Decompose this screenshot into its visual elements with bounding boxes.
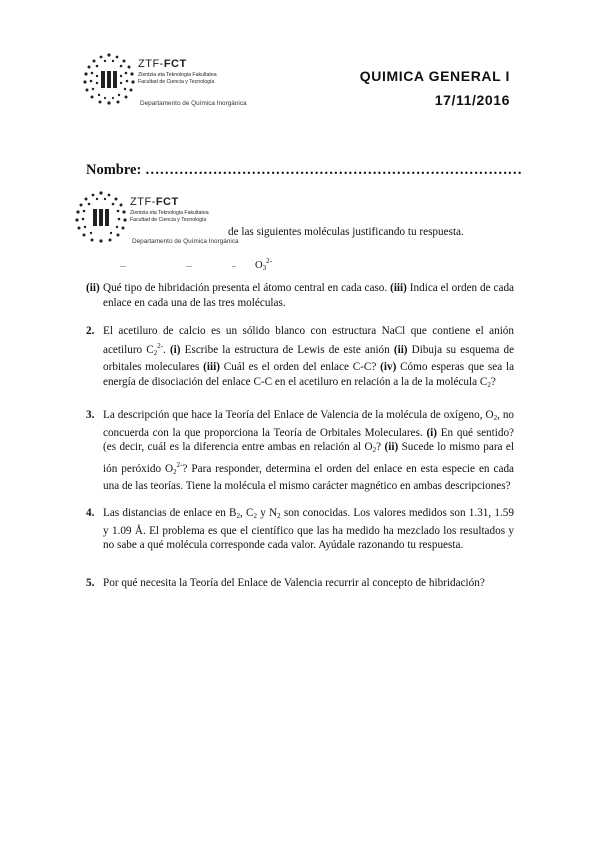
logo-line-1: Zientzia eta Teknologia Fakultatea	[138, 72, 217, 78]
department-label-overlay: Departamento de Química Inorgánica	[132, 238, 239, 245]
question-2: 2. El acetiluro de calcio es un sólido blanco con estructura NaCl que contiene el anión acetiluro $C_2^{2-}$. (i) Escribe la estructura de Lewis de este anión (ii) Dibuja su esquema de orbitales moleculares (iii) Cuál es el orden del enlace C-C? (iv) Cómo esperas que sea la energía de disociación del enlace C-C en el acetiluro en relación a la de la molécula $C_2$?	[86, 325, 515, 389]
logo-line-2-overlay: Facultad de Ciencia y Tecnología	[130, 216, 207, 223]
question-1-molecule: $O_3^{2-}$	[255, 257, 272, 272]
department-label: Departamento de Química Inorgánica	[140, 100, 247, 107]
part-label-ii: (ii)	[86, 282, 100, 294]
logo-name: ZTF-FCT	[138, 58, 187, 70]
logo-text-block	[138, 58, 217, 85]
obscured-text-mark	[186, 266, 192, 267]
logo-line-1-overlay: Zientzia eta Teknologia Fakultatea	[130, 210, 209, 216]
nombre-field[interactable]	[86, 162, 522, 179]
question-1-tail: de las siguientes moléculas justificando tu respuesta.	[228, 226, 464, 238]
obscured-text-mark	[120, 266, 126, 267]
logo-dots-graphic-overlay	[74, 190, 128, 244]
question-3: 3. La descripción que hace la Teoría del Enlace de Valencia de la molécula de oxígeno, $O_2$, no concuerda con la que proporciona la Teoría de Orbitales Moleculares. (i) En qué sentido? (es decir, cuál es la diferencia entre ambas en relación al $O_2$? (ii) Sucede lo mismo para el ión peróxido $O_2^{2-}$? Para responder, determina el orden del enlace en esta especie en cada una de las teorías. Tiene la molécula el mismo carácter magnético en ambas descripciones?	[86, 409, 515, 493]
obscured-text-mark	[232, 266, 236, 267]
course-title: QUIMICA GENERAL I	[359, 68, 510, 84]
logo-dots-graphic	[82, 52, 136, 106]
question-1-parts: (ii) Qué tipo de hibridación presenta el átomo central en cada caso. (iii) Indica el orden de cada enlace en cada una de las tres moléculas.	[86, 282, 515, 309]
nombre-dots: ……………………………………………………………………	[144, 162, 522, 178]
question-2-number: 2.	[86, 325, 95, 337]
faculty-logo	[82, 52, 136, 106]
exam-date: 17/11/2016	[434, 92, 510, 108]
logo-text-block-overlay	[130, 196, 209, 223]
question-4: 4. Las distancias de enlace en $B_2$, $C_2$ y $N_2$ son conocidas. Los valores medidos son 1.31, 1.59 y 1.09 Å. El problema es que el científico que las ha medido ha mezclado los resultados y no sabe a qué molécula corresponde cada valor. Ayúdale razonando tu respuesta.	[86, 507, 514, 552]
part-label-iii: (iii)	[390, 282, 407, 294]
nombre-label: Nombre:	[86, 162, 142, 178]
logo-name-overlay: ZTF-FCT	[130, 196, 179, 208]
question-4-number: 4.	[86, 507, 95, 519]
faculty-logo-overlay	[74, 190, 128, 244]
question-5: 5. Por qué necesita la Teoría del Enlace de Valencia recurrir al concepto de hibridación?	[86, 577, 485, 589]
question-5-number: 5.	[86, 577, 95, 589]
logo-line-2: Facultad de Ciencia y Tecnología	[138, 78, 215, 85]
question-3-number: 3.	[86, 409, 95, 421]
